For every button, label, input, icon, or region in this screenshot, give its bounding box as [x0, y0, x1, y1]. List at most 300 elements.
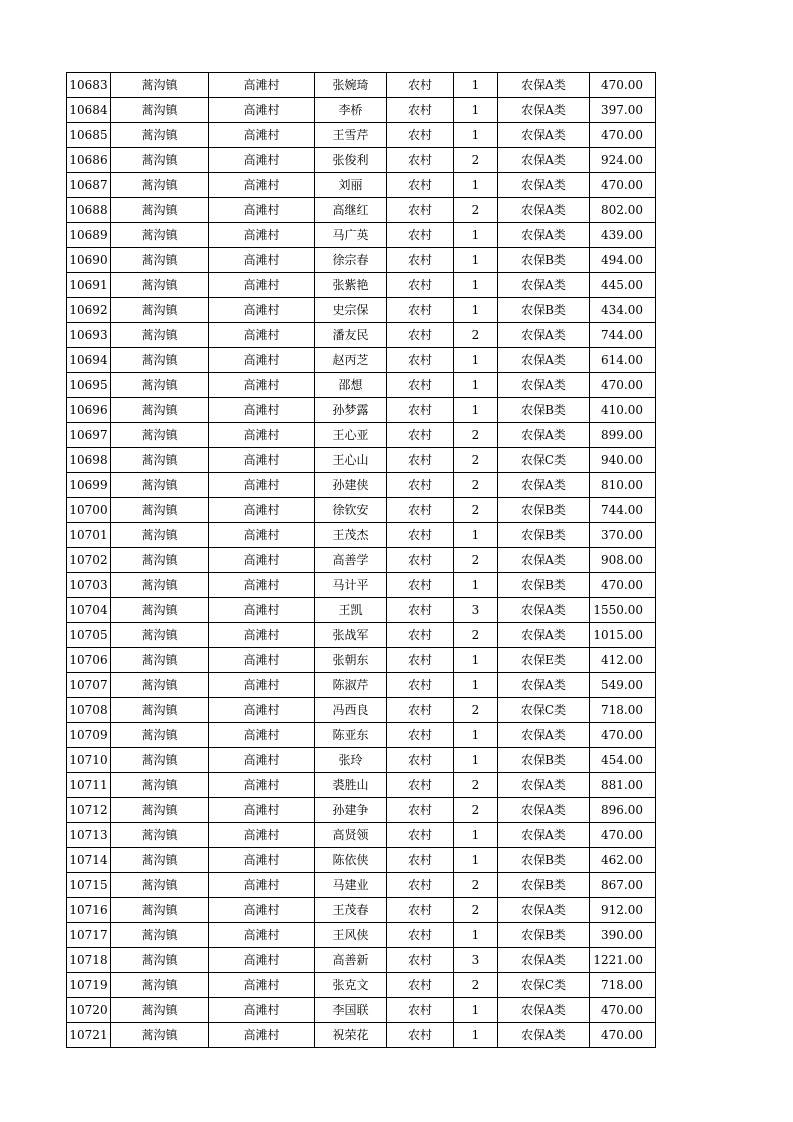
name-cell: 马建业	[315, 873, 387, 898]
amount-cell: 908.00	[590, 548, 656, 573]
village-cell: 高滩村	[209, 473, 315, 498]
name-cell: 孙梦露	[315, 398, 387, 423]
record-id-cell: 10706	[67, 648, 111, 673]
category-cell: 农保A类	[498, 673, 590, 698]
household-size-cell: 2	[454, 798, 498, 823]
amount-cell: 470.00	[590, 723, 656, 748]
amount-cell: 912.00	[590, 898, 656, 923]
record-id-cell: 10683	[67, 73, 111, 98]
table-row	[67, 698, 656, 723]
household-size-cell: 1	[454, 373, 498, 398]
category-cell: 农保A类	[498, 773, 590, 798]
village-cell: 高滩村	[209, 548, 315, 573]
category-cell: 农保C类	[498, 973, 590, 998]
amount-cell: 549.00	[590, 673, 656, 698]
table-row	[67, 673, 656, 698]
household-size-cell: 2	[454, 548, 498, 573]
category-cell: 农保A类	[498, 798, 590, 823]
area-type-cell: 农村	[387, 473, 454, 498]
town-cell: 蒿沟镇	[111, 598, 209, 623]
town-cell: 蒿沟镇	[111, 948, 209, 973]
village-cell: 高滩村	[209, 448, 315, 473]
area-type-cell: 农村	[387, 373, 454, 398]
name-cell: 孙建侠	[315, 473, 387, 498]
amount-cell: 462.00	[590, 848, 656, 873]
table-row	[67, 923, 656, 948]
household-size-cell: 1	[454, 648, 498, 673]
category-cell: 农保B类	[498, 523, 590, 548]
area-type-cell: 农村	[387, 198, 454, 223]
name-cell: 裘胜山	[315, 773, 387, 798]
table-row	[67, 323, 656, 348]
household-size-cell: 1	[454, 748, 498, 773]
village-cell: 高滩村	[209, 673, 315, 698]
category-cell: 农保A类	[498, 898, 590, 923]
name-cell: 赵丙芝	[315, 348, 387, 373]
record-id-cell: 10717	[67, 923, 111, 948]
village-cell: 高滩村	[209, 273, 315, 298]
household-size-cell: 1	[454, 348, 498, 373]
category-cell: 农保A类	[498, 348, 590, 373]
category-cell: 农保B类	[498, 298, 590, 323]
area-type-cell: 农村	[387, 898, 454, 923]
town-cell: 蒿沟镇	[111, 773, 209, 798]
area-type-cell: 农村	[387, 498, 454, 523]
village-cell: 高滩村	[209, 73, 315, 98]
town-cell: 蒿沟镇	[111, 623, 209, 648]
name-cell: 陈依侠	[315, 848, 387, 873]
town-cell: 蒿沟镇	[111, 798, 209, 823]
name-cell: 张婉琦	[315, 73, 387, 98]
area-type-cell: 农村	[387, 673, 454, 698]
village-cell: 高滩村	[209, 173, 315, 198]
table-row	[67, 748, 656, 773]
household-size-cell: 2	[454, 498, 498, 523]
record-id-cell: 10694	[67, 348, 111, 373]
name-cell: 陈亚东	[315, 723, 387, 748]
amount-cell: 718.00	[590, 698, 656, 723]
household-size-cell: 2	[454, 423, 498, 448]
household-size-cell: 1	[454, 998, 498, 1023]
household-size-cell: 3	[454, 948, 498, 973]
record-id-cell: 10709	[67, 723, 111, 748]
name-cell: 陈淑芹	[315, 673, 387, 698]
amount-cell: 470.00	[590, 173, 656, 198]
area-type-cell: 农村	[387, 748, 454, 773]
name-cell: 马广英	[315, 223, 387, 248]
name-cell: 王心山	[315, 448, 387, 473]
village-cell: 高滩村	[209, 573, 315, 598]
name-cell: 张克文	[315, 973, 387, 998]
table-row	[67, 998, 656, 1023]
village-cell: 高滩村	[209, 498, 315, 523]
record-id-cell: 10703	[67, 573, 111, 598]
table-row	[67, 148, 656, 173]
village-cell: 高滩村	[209, 748, 315, 773]
town-cell: 蒿沟镇	[111, 148, 209, 173]
household-size-cell: 2	[454, 473, 498, 498]
category-cell: 农保A类	[498, 548, 590, 573]
record-id-cell: 10711	[67, 773, 111, 798]
category-cell: 农保E类	[498, 648, 590, 673]
amount-cell: 899.00	[590, 423, 656, 448]
table-row	[67, 198, 656, 223]
town-cell: 蒿沟镇	[111, 648, 209, 673]
village-cell: 高滩村	[209, 198, 315, 223]
category-cell: 农保A类	[498, 273, 590, 298]
town-cell: 蒿沟镇	[111, 173, 209, 198]
record-id-cell: 10686	[67, 148, 111, 173]
name-cell: 高继红	[315, 198, 387, 223]
category-cell: 农保A类	[498, 148, 590, 173]
household-size-cell: 1	[454, 173, 498, 198]
name-cell: 孙建争	[315, 798, 387, 823]
town-cell: 蒿沟镇	[111, 698, 209, 723]
category-cell: 农保C类	[498, 698, 590, 723]
amount-cell: 1015.00	[590, 623, 656, 648]
town-cell: 蒿沟镇	[111, 523, 209, 548]
town-cell: 蒿沟镇	[111, 548, 209, 573]
village-cell: 高滩村	[209, 348, 315, 373]
village-cell: 高滩村	[209, 698, 315, 723]
area-type-cell: 农村	[387, 298, 454, 323]
category-cell: 农保A类	[498, 623, 590, 648]
area-type-cell: 农村	[387, 398, 454, 423]
town-cell: 蒿沟镇	[111, 448, 209, 473]
table-row	[67, 473, 656, 498]
amount-cell: 439.00	[590, 223, 656, 248]
category-cell: 农保A类	[498, 598, 590, 623]
table-row	[67, 498, 656, 523]
category-cell: 农保B类	[498, 923, 590, 948]
name-cell: 王风侠	[315, 923, 387, 948]
record-id-cell: 10718	[67, 948, 111, 973]
category-cell: 农保A类	[498, 1023, 590, 1048]
area-type-cell: 农村	[387, 998, 454, 1023]
name-cell: 王凯	[315, 598, 387, 623]
table-row	[67, 298, 656, 323]
amount-cell: 744.00	[590, 323, 656, 348]
household-size-cell: 1	[454, 823, 498, 848]
town-cell: 蒿沟镇	[111, 973, 209, 998]
household-size-cell: 1	[454, 573, 498, 598]
record-id-cell: 10687	[67, 173, 111, 198]
category-cell: 农保A类	[498, 423, 590, 448]
table-row	[67, 648, 656, 673]
town-cell: 蒿沟镇	[111, 348, 209, 373]
table-row	[67, 273, 656, 298]
amount-cell: 470.00	[590, 123, 656, 148]
name-cell: 张战军	[315, 623, 387, 648]
village-cell: 高滩村	[209, 923, 315, 948]
record-id-cell: 10697	[67, 423, 111, 448]
household-size-cell: 2	[454, 973, 498, 998]
household-size-cell: 1	[454, 298, 498, 323]
name-cell: 徐宗春	[315, 248, 387, 273]
table-row	[67, 723, 656, 748]
amount-cell: 614.00	[590, 348, 656, 373]
category-cell: 农保A类	[498, 473, 590, 498]
record-id-cell: 10685	[67, 123, 111, 148]
table-row	[67, 73, 656, 98]
amount-cell: 412.00	[590, 648, 656, 673]
amount-cell: 744.00	[590, 498, 656, 523]
name-cell: 高善新	[315, 948, 387, 973]
town-cell: 蒿沟镇	[111, 848, 209, 873]
town-cell: 蒿沟镇	[111, 573, 209, 598]
amount-cell: 867.00	[590, 873, 656, 898]
category-cell: 农保A类	[498, 198, 590, 223]
area-type-cell: 农村	[387, 323, 454, 348]
category-cell: 农保A类	[498, 723, 590, 748]
household-size-cell: 2	[454, 873, 498, 898]
name-cell: 王心亚	[315, 423, 387, 448]
village-cell: 高滩村	[209, 373, 315, 398]
town-cell: 蒿沟镇	[111, 723, 209, 748]
area-type-cell: 农村	[387, 98, 454, 123]
table-row	[67, 948, 656, 973]
amount-cell: 896.00	[590, 798, 656, 823]
record-id-cell: 10712	[67, 798, 111, 823]
table-row	[67, 423, 656, 448]
amount-cell: 410.00	[590, 398, 656, 423]
area-type-cell: 农村	[387, 523, 454, 548]
category-cell: 农保A类	[498, 373, 590, 398]
record-id-cell: 10719	[67, 973, 111, 998]
table-row	[67, 348, 656, 373]
household-size-cell: 2	[454, 148, 498, 173]
household-size-cell: 1	[454, 273, 498, 298]
town-cell: 蒿沟镇	[111, 473, 209, 498]
record-id-cell: 10702	[67, 548, 111, 573]
household-size-cell: 1	[454, 848, 498, 873]
village-cell: 高滩村	[209, 623, 315, 648]
table-row	[67, 573, 656, 598]
amount-cell: 924.00	[590, 148, 656, 173]
record-id-cell: 10720	[67, 998, 111, 1023]
record-id-cell: 10691	[67, 273, 111, 298]
area-type-cell: 农村	[387, 973, 454, 998]
town-cell: 蒿沟镇	[111, 373, 209, 398]
table-row	[67, 248, 656, 273]
record-id-cell: 10704	[67, 598, 111, 623]
town-cell: 蒿沟镇	[111, 898, 209, 923]
household-size-cell: 1	[454, 923, 498, 948]
table-row	[67, 398, 656, 423]
amount-cell: 434.00	[590, 298, 656, 323]
household-size-cell: 1	[454, 1023, 498, 1048]
area-type-cell: 农村	[387, 173, 454, 198]
name-cell: 王雪芹	[315, 123, 387, 148]
category-cell: 农保C类	[498, 448, 590, 473]
amount-cell: 470.00	[590, 1023, 656, 1048]
household-size-cell: 2	[454, 623, 498, 648]
table-row	[67, 898, 656, 923]
town-cell: 蒿沟镇	[111, 673, 209, 698]
area-type-cell: 农村	[387, 873, 454, 898]
table-row	[67, 773, 656, 798]
table-row	[67, 98, 656, 123]
name-cell: 王茂杰	[315, 523, 387, 548]
relief-roster-table	[66, 72, 656, 1048]
category-cell: 农保A类	[498, 73, 590, 98]
area-type-cell: 农村	[387, 223, 454, 248]
record-id-cell: 10713	[67, 823, 111, 848]
town-cell: 蒿沟镇	[111, 1023, 209, 1048]
amount-cell: 470.00	[590, 823, 656, 848]
household-size-cell: 2	[454, 898, 498, 923]
area-type-cell: 农村	[387, 798, 454, 823]
village-cell: 高滩村	[209, 523, 315, 548]
village-cell: 高滩村	[209, 248, 315, 273]
village-cell: 高滩村	[209, 848, 315, 873]
name-cell: 祝荣花	[315, 1023, 387, 1048]
record-id-cell: 10721	[67, 1023, 111, 1048]
table-row	[67, 823, 656, 848]
category-cell: 农保A类	[498, 948, 590, 973]
town-cell: 蒿沟镇	[111, 123, 209, 148]
table-row	[67, 123, 656, 148]
town-cell: 蒿沟镇	[111, 873, 209, 898]
town-cell: 蒿沟镇	[111, 398, 209, 423]
amount-cell: 397.00	[590, 98, 656, 123]
amount-cell: 810.00	[590, 473, 656, 498]
name-cell: 史宗保	[315, 298, 387, 323]
area-type-cell: 农村	[387, 948, 454, 973]
record-id-cell: 10700	[67, 498, 111, 523]
area-type-cell: 农村	[387, 573, 454, 598]
village-cell: 高滩村	[209, 423, 315, 448]
town-cell: 蒿沟镇	[111, 248, 209, 273]
name-cell: 李国联	[315, 998, 387, 1023]
area-type-cell: 农村	[387, 848, 454, 873]
town-cell: 蒿沟镇	[111, 198, 209, 223]
amount-cell: 1221.00	[590, 948, 656, 973]
household-size-cell: 2	[454, 698, 498, 723]
household-size-cell: 2	[454, 448, 498, 473]
area-type-cell: 农村	[387, 823, 454, 848]
town-cell: 蒿沟镇	[111, 223, 209, 248]
category-cell: 农保A类	[498, 823, 590, 848]
area-type-cell: 农村	[387, 123, 454, 148]
name-cell: 王茂春	[315, 898, 387, 923]
name-cell: 张朝东	[315, 648, 387, 673]
category-cell: 农保B类	[498, 398, 590, 423]
table-body	[67, 73, 656, 1048]
village-cell: 高滩村	[209, 823, 315, 848]
area-type-cell: 农村	[387, 73, 454, 98]
category-cell: 农保A类	[498, 998, 590, 1023]
record-id-cell: 10715	[67, 873, 111, 898]
area-type-cell: 农村	[387, 923, 454, 948]
amount-cell: 494.00	[590, 248, 656, 273]
record-id-cell: 10684	[67, 98, 111, 123]
name-cell: 邵想	[315, 373, 387, 398]
town-cell: 蒿沟镇	[111, 73, 209, 98]
town-cell: 蒿沟镇	[111, 323, 209, 348]
household-size-cell: 3	[454, 598, 498, 623]
village-cell: 高滩村	[209, 798, 315, 823]
name-cell: 李桥	[315, 98, 387, 123]
area-type-cell: 农村	[387, 1023, 454, 1048]
village-cell: 高滩村	[209, 998, 315, 1023]
household-size-cell: 1	[454, 723, 498, 748]
household-size-cell: 1	[454, 248, 498, 273]
household-size-cell: 1	[454, 398, 498, 423]
town-cell: 蒿沟镇	[111, 748, 209, 773]
village-cell: 高滩村	[209, 1023, 315, 1048]
name-cell: 冯西良	[315, 698, 387, 723]
name-cell: 张玲	[315, 748, 387, 773]
village-cell: 高滩村	[209, 298, 315, 323]
table-row	[67, 448, 656, 473]
area-type-cell: 农村	[387, 423, 454, 448]
village-cell: 高滩村	[209, 398, 315, 423]
name-cell: 高贤领	[315, 823, 387, 848]
village-cell: 高滩村	[209, 723, 315, 748]
village-cell: 高滩村	[209, 648, 315, 673]
amount-cell: 445.00	[590, 273, 656, 298]
town-cell: 蒿沟镇	[111, 498, 209, 523]
household-size-cell: 2	[454, 773, 498, 798]
area-type-cell: 农村	[387, 648, 454, 673]
village-cell: 高滩村	[209, 98, 315, 123]
amount-cell: 1550.00	[590, 598, 656, 623]
record-id-cell: 10698	[67, 448, 111, 473]
category-cell: 农保B类	[498, 248, 590, 273]
village-cell: 高滩村	[209, 598, 315, 623]
table-row	[67, 523, 656, 548]
name-cell: 张俊利	[315, 148, 387, 173]
table-row	[67, 373, 656, 398]
name-cell: 马计平	[315, 573, 387, 598]
name-cell: 张紫艳	[315, 273, 387, 298]
record-id-cell: 10695	[67, 373, 111, 398]
amount-cell: 390.00	[590, 923, 656, 948]
category-cell: 农保A类	[498, 223, 590, 248]
record-id-cell: 10701	[67, 523, 111, 548]
name-cell: 潘友民	[315, 323, 387, 348]
town-cell: 蒿沟镇	[111, 423, 209, 448]
category-cell: 农保A类	[498, 173, 590, 198]
amount-cell: 470.00	[590, 998, 656, 1023]
record-id-cell: 10692	[67, 298, 111, 323]
table-row	[67, 623, 656, 648]
town-cell: 蒿沟镇	[111, 98, 209, 123]
record-id-cell: 10699	[67, 473, 111, 498]
household-size-cell: 1	[454, 523, 498, 548]
village-cell: 高滩村	[209, 123, 315, 148]
category-cell: 农保B类	[498, 848, 590, 873]
village-cell: 高滩村	[209, 898, 315, 923]
household-size-cell: 1	[454, 673, 498, 698]
town-cell: 蒿沟镇	[111, 298, 209, 323]
area-type-cell: 农村	[387, 723, 454, 748]
village-cell: 高滩村	[209, 948, 315, 973]
table-row	[67, 973, 656, 998]
amount-cell: 940.00	[590, 448, 656, 473]
amount-cell: 470.00	[590, 73, 656, 98]
amount-cell: 370.00	[590, 523, 656, 548]
amount-cell: 470.00	[590, 573, 656, 598]
name-cell: 徐钦安	[315, 498, 387, 523]
area-type-cell: 农村	[387, 623, 454, 648]
record-id-cell: 10689	[67, 223, 111, 248]
table-row	[67, 873, 656, 898]
town-cell: 蒿沟镇	[111, 923, 209, 948]
table-row	[67, 223, 656, 248]
village-cell: 高滩村	[209, 973, 315, 998]
